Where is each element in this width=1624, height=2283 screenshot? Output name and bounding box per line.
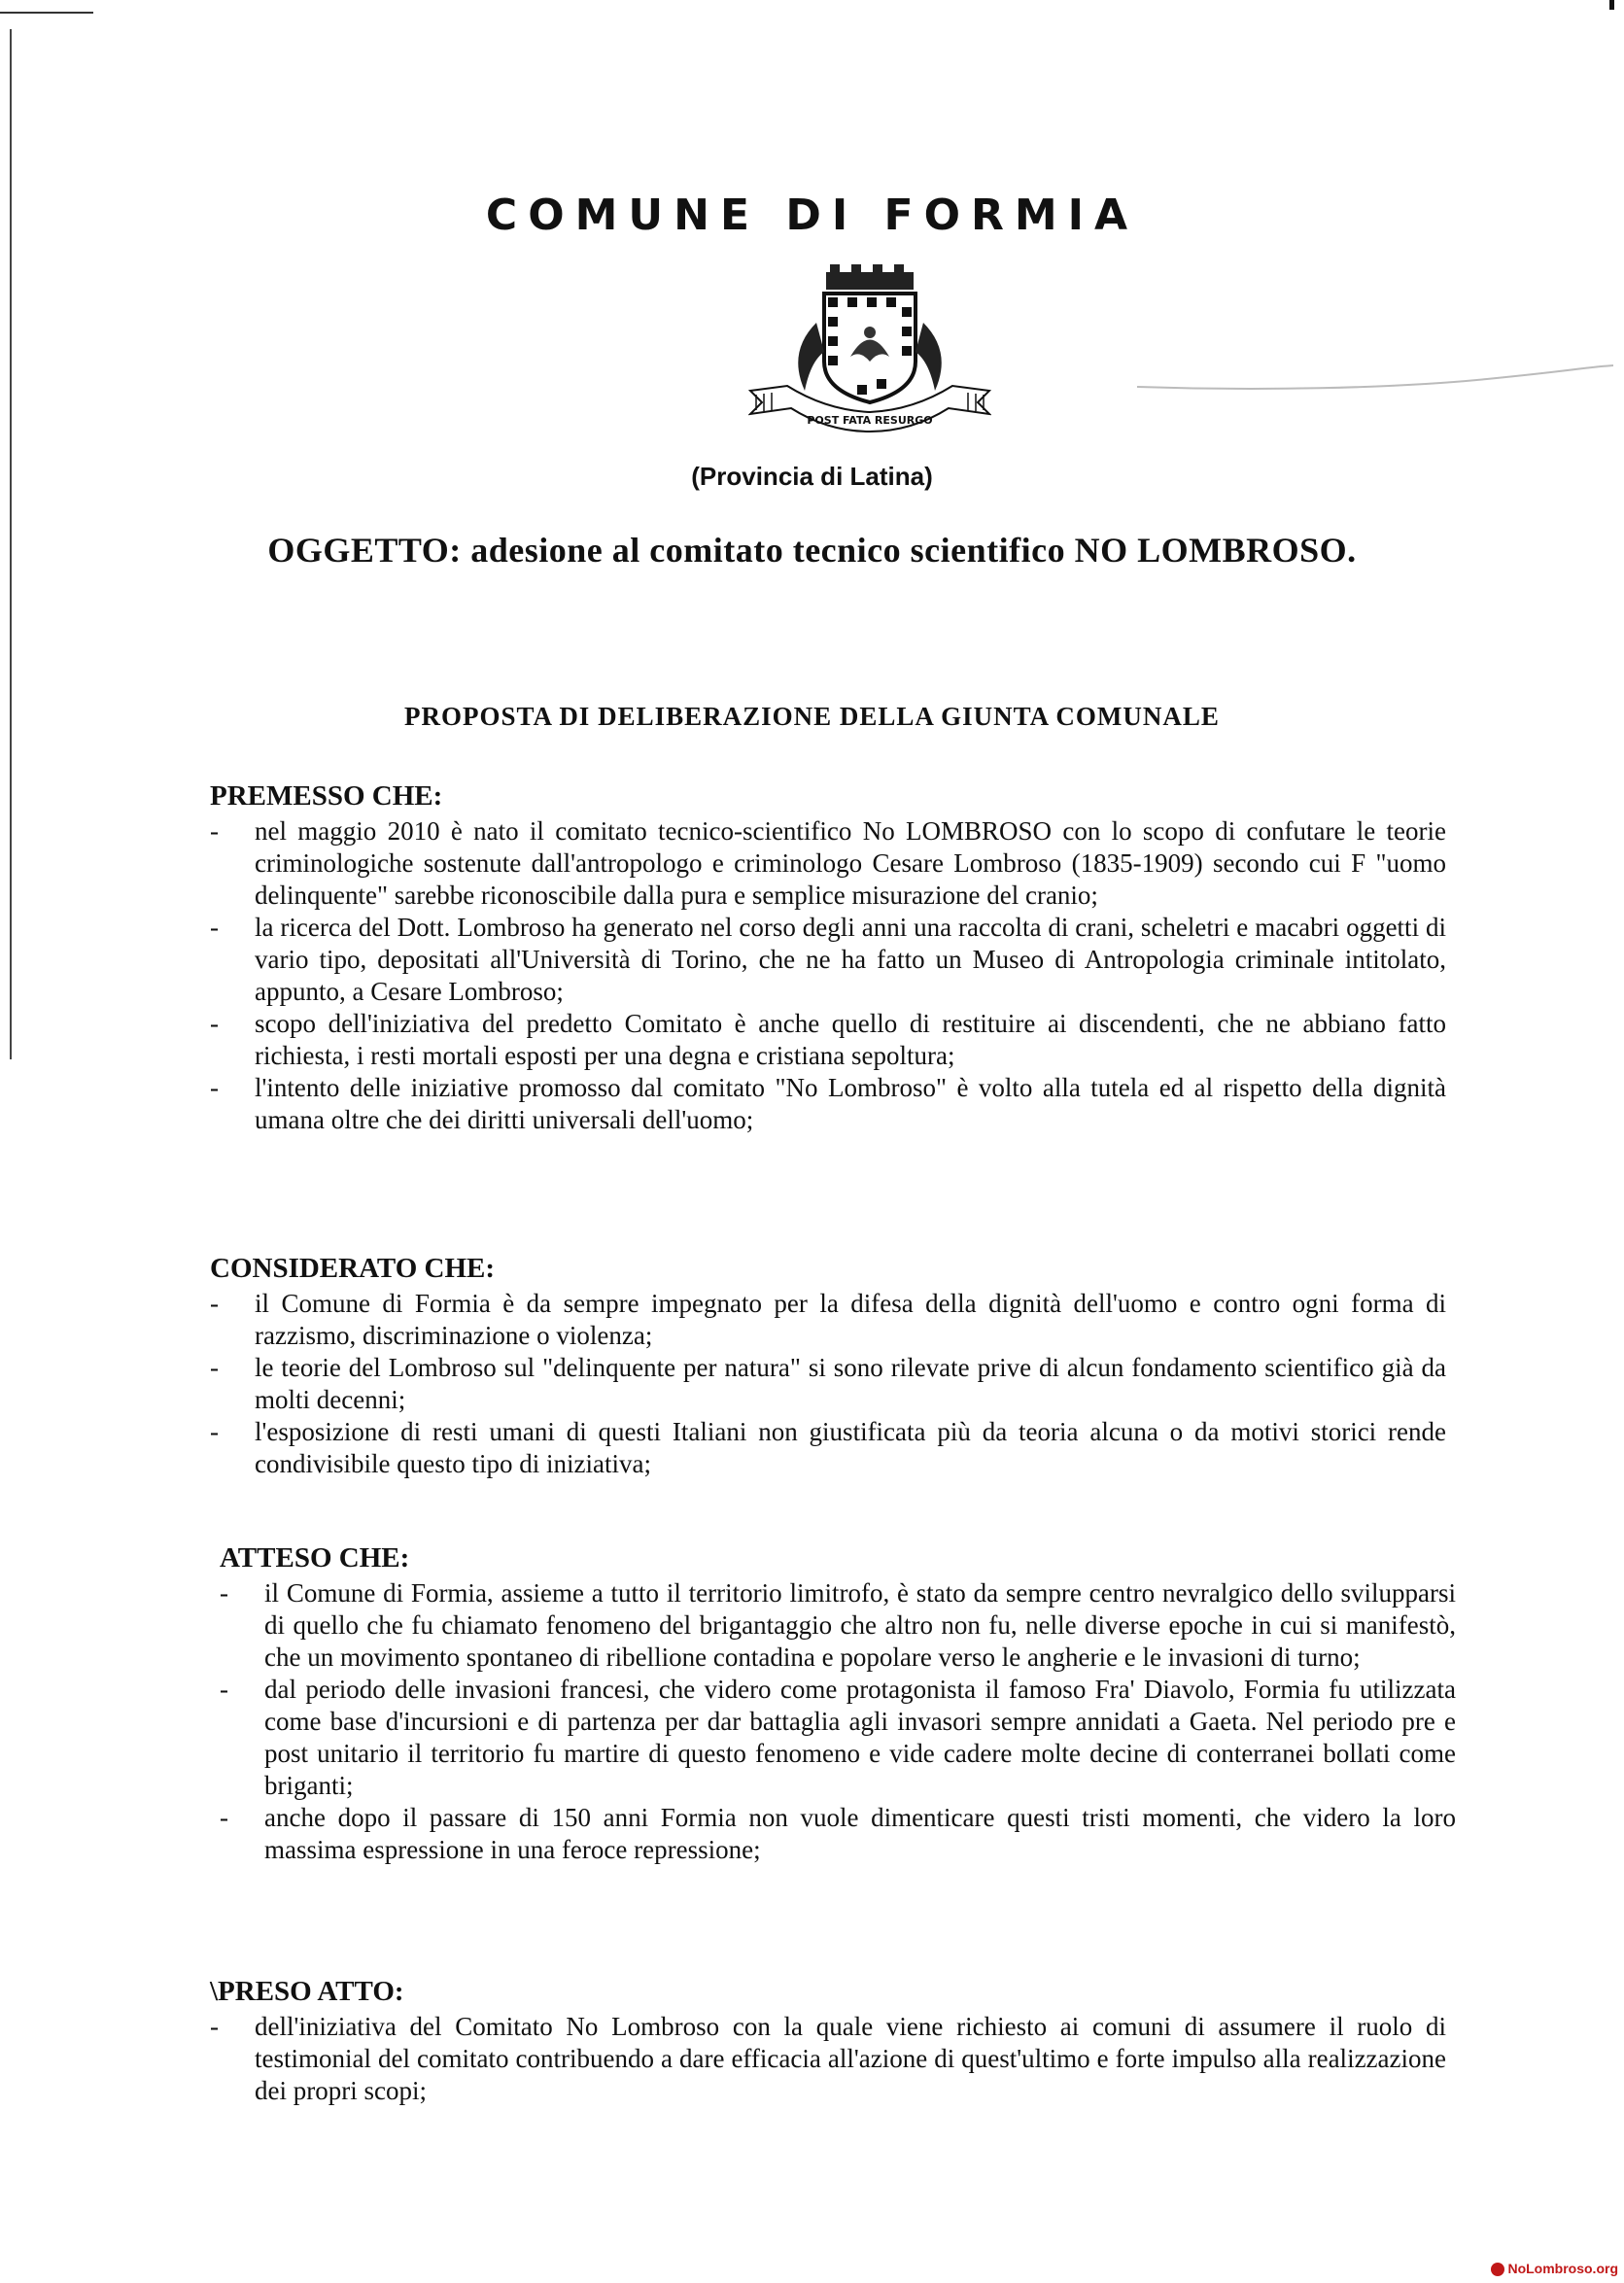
list-item: - le teorie del Lombroso sul "delinquente per natura" si sono rilevate prive di alcun fondamento scientifico già da molti decenni; xyxy=(210,1353,1446,1414)
section-considerato xyxy=(210,1252,1446,1480)
bullet-list xyxy=(210,1288,1446,1480)
no-symbol-icon xyxy=(1491,2263,1504,2276)
list-item: - anche dopo il passare di 150 anni Formia non vuole dimenticare questi tristi momenti, che videro la loro massima espressione in una feroce repressione; xyxy=(220,1803,1456,1864)
section-preso-atto xyxy=(210,1975,1446,2107)
list-item: - il Comune di Formia è da sempre impegnato per la difesa della dignità dell'uomo e contro ogni forma di razzismo, discriminazione o violenza; xyxy=(210,1289,1446,1350)
section-premesso xyxy=(210,779,1446,1136)
list-item: - la ricerca del Dott. Lombroso ha generato nel corso degli anni una raccolta di crani, scheletri e macabri oggetti di vario tipo, depositati all'Università di Torino, che ne ha fatto un Museo di Antropologia criminale intitolato, appunto, a Cesare Lombroso; xyxy=(210,913,1446,1006)
section-heading: ATTESO CHE: xyxy=(220,1542,410,1574)
section-heading: PREMESSO CHE: xyxy=(210,780,443,812)
proposal-title: PROPOSTA DI DELIBERAZIONE DELLA GIUNTA COMUNALE xyxy=(404,702,1220,731)
bullet-list xyxy=(210,2011,1446,2107)
coat-of-arms-icon xyxy=(748,264,991,434)
watermark-logo: NoLombroso.org xyxy=(1491,2261,1618,2276)
subject-line: OGGETTO: adesione al comitato tecnico scientifico NO LOMBROSO. xyxy=(267,531,1357,570)
coat-of-arms-motto: POST FATA RESURGO xyxy=(807,414,933,427)
section-heading: \PRESO ATTO: xyxy=(210,1976,404,2007)
section-heading: CONSIDERATO CHE: xyxy=(210,1253,496,1284)
list-item: - scopo dell'iniziativa del predetto Comitato è anche quello di restituire ai discendenti, che ne abbiano fatto richiesta, i resti mortali esposti per una degna e cristiana sepoltura; xyxy=(210,1009,1446,1070)
scan-stray-stroke xyxy=(1137,362,1613,395)
list-item: - l'intento delle iniziative promosso dal comitato "No Lombroso" è volto alla tutela ed al rispetto della dignità umana oltre che dei diritti universali dell'uomo; xyxy=(210,1073,1446,1134)
bullet-list xyxy=(210,815,1446,1136)
list-item: - dell'iniziativa del Comitato No Lombroso con la quale viene richiesto ai comuni di assumere il ruolo di testimonial del comitato contribuendo a dare efficacia all'azione di quest'ultimo e forte impulso alla realizzazione dei propri scopi; xyxy=(210,2012,1446,2105)
scan-mark xyxy=(1609,0,1614,10)
municipality-title: COMUNE DI FORMIA xyxy=(485,190,1139,240)
section-atteso xyxy=(220,1541,1456,1866)
list-item: - nel maggio 2010 è nato il comitato tecnico-scientifico No LOMBROSO con lo scopo di confutare le teorie criminologiche sostenute dall'antropologo e criminologo Cesare Lombroso (1835-1909) secondo cui F "uomo delinquente" sarebbe riconoscibile dalla pura e semplice misurazione del cranio; xyxy=(210,816,1446,910)
list-item: - dal periodo delle invasioni francesi, che videro come protagonista il famoso Fra' Diavolo, Formia fu utilizzata come base d'incursioni e di partenza per dar battaglia agli invasori sempre annidati a Gaeta. Nel periodo pre e post unitario il territorio fu martire di questo fenomeno e vide cadere molte decine di conterranei bollati come briganti; xyxy=(220,1675,1456,1800)
list-item: - l'esposizione di resti umani di questi Italiani non giustificata più da teoria alcuna o da motivi storici rende condivisibile questo tipo di iniziativa; xyxy=(210,1417,1446,1478)
scan-edge-line xyxy=(0,12,93,14)
bullet-list xyxy=(220,1577,1456,1866)
province-label: (Provincia di Latina) xyxy=(691,462,933,491)
list-item: - il Comune di Formia, assieme a tutto il territorio limitrofo, è stato da sempre centro nevralgico dello svilupparsi di quello che fu chiamato fenomeno del brigantaggio che altro non fu, nelle diverse epoche in cui si manifestò, che un movimento spontaneo di ribellione contadina e popolare verso le angherie e le invasioni di turno; xyxy=(220,1578,1456,1672)
